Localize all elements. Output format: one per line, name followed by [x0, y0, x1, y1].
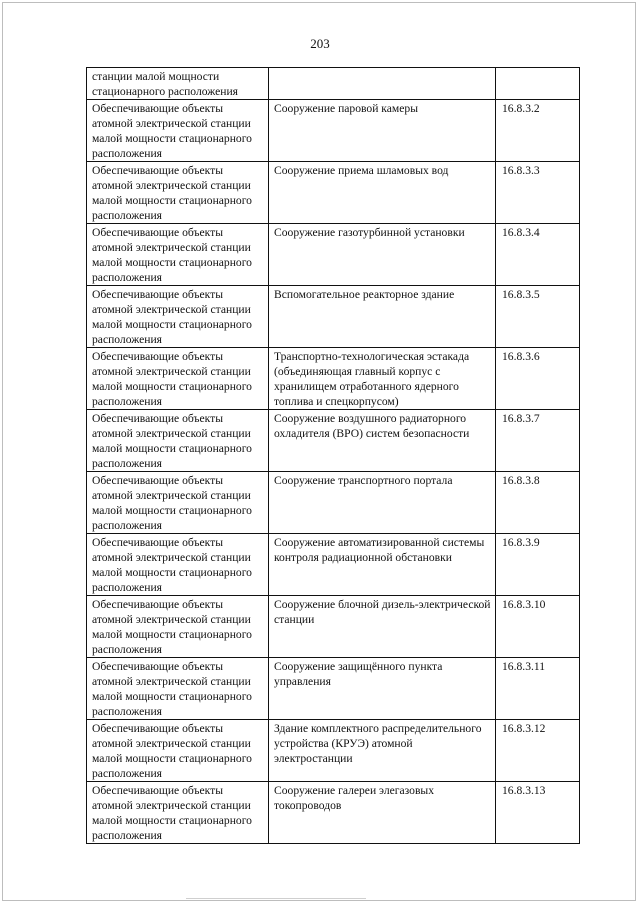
- table-cell-name: Сооружение приема шламовых вод: [269, 162, 496, 224]
- table-row: [87, 68, 580, 100]
- table-cell-name: Сооружение защищённого пункта управления: [269, 658, 496, 720]
- table-cell-code: 16.8.3.11: [496, 658, 580, 720]
- table-cell-category: Обеспечивающие объекты атомной электрической станции малой мощности стационарного расположения: [87, 472, 269, 534]
- table-cell-category: Обеспечивающие объекты атомной электрической станции малой мощности стационарного расположения: [87, 224, 269, 286]
- table-cell-code: 16.8.3.2: [496, 100, 580, 162]
- table-row: [87, 100, 580, 162]
- table-cell-category: Обеспечивающие объекты атомной электрической станции малой мощности стационарного расположения: [87, 534, 269, 596]
- table-cell-name: Вспомогательное реакторное здание: [269, 286, 496, 348]
- table-cell-code: 16.8.3.6: [496, 348, 580, 410]
- table-cell-category: станции малой мощности стационарного расположения: [87, 68, 269, 100]
- table-cell-code: 16.8.3.8: [496, 472, 580, 534]
- table-cell-category: Обеспечивающие объекты атомной электрической станции малой мощности стационарного расположения: [87, 348, 269, 410]
- table-cell-name: Сооружение галереи элегазовых токопроводов: [269, 782, 496, 844]
- table-cell-code: 16.8.3.10: [496, 596, 580, 658]
- table-row: [87, 348, 580, 410]
- table-cell-code: 16.8.3.9: [496, 534, 580, 596]
- table-cell-name: Здание комплектного распределительного устройства (КРУЭ) атомной электростанции: [269, 720, 496, 782]
- table-row: [87, 224, 580, 286]
- table-row: [87, 410, 580, 472]
- table-row: [87, 658, 580, 720]
- table-cell-category: Обеспечивающие объекты атомной электрической станции малой мощности стационарного расположения: [87, 658, 269, 720]
- table-cell-code: [496, 68, 580, 100]
- table-cell-category: Обеспечивающие объекты атомной электрической станции малой мощности стационарного расположения: [87, 162, 269, 224]
- table-cell-name: [269, 68, 496, 100]
- objects-table: [86, 67, 580, 844]
- scan-edge-line: [186, 898, 366, 899]
- table-cell-category: Обеспечивающие объекты атомной электрической станции малой мощности стационарного расположения: [87, 286, 269, 348]
- table-cell-name: Транспортно-технологическая эстакада (объединяющая главный корпус с хранилищем отработанного ядерного топлива и спецкорпусом): [269, 348, 496, 410]
- table-cell-name: Сооружение газотурбинной установки: [269, 224, 496, 286]
- table-cell-category: Обеспечивающие объекты атомной электрической станции малой мощности стационарного расположения: [87, 100, 269, 162]
- table-cell-code: 16.8.3.3: [496, 162, 580, 224]
- table-cell-code: 16.8.3.7: [496, 410, 580, 472]
- table-row: [87, 286, 580, 348]
- table-row: [87, 782, 580, 844]
- table-cell-name: Сооружение паровой камеры: [269, 100, 496, 162]
- table-cell-category: Обеспечивающие объекты атомной электрической станции малой мощности стационарного расположения: [87, 410, 269, 472]
- table-row: [87, 162, 580, 224]
- table-cell-name: Сооружение транспортного портала: [269, 472, 496, 534]
- table-cell-category: Обеспечивающие объекты атомной электрической станции малой мощности стационарного расположения: [87, 720, 269, 782]
- table-cell-code: 16.8.3.4: [496, 224, 580, 286]
- table-cell-code: 16.8.3.5: [496, 286, 580, 348]
- page-number: 203: [310, 36, 330, 51]
- table-row: [87, 720, 580, 782]
- table-cell-name: Сооружение автоматизированной системы контроля радиационной обстановки: [269, 534, 496, 596]
- table-row: [87, 534, 580, 596]
- table-row: [87, 472, 580, 534]
- table-row: [87, 596, 580, 658]
- table-cell-category: Обеспечивающие объекты атомной электрической станции малой мощности стационарного расположения: [87, 596, 269, 658]
- table-cell-name: Сооружение блочной дизель-электрической станции: [269, 596, 496, 658]
- table-cell-name: Сооружение воздушного радиаторного охладителя (ВРО) систем безопасности: [269, 410, 496, 472]
- table-cell-code: 16.8.3.12: [496, 720, 580, 782]
- table-cell-category: Обеспечивающие объекты атомной электрической станции малой мощности стационарного расположения: [87, 782, 269, 844]
- table-cell-code: 16.8.3.13: [496, 782, 580, 844]
